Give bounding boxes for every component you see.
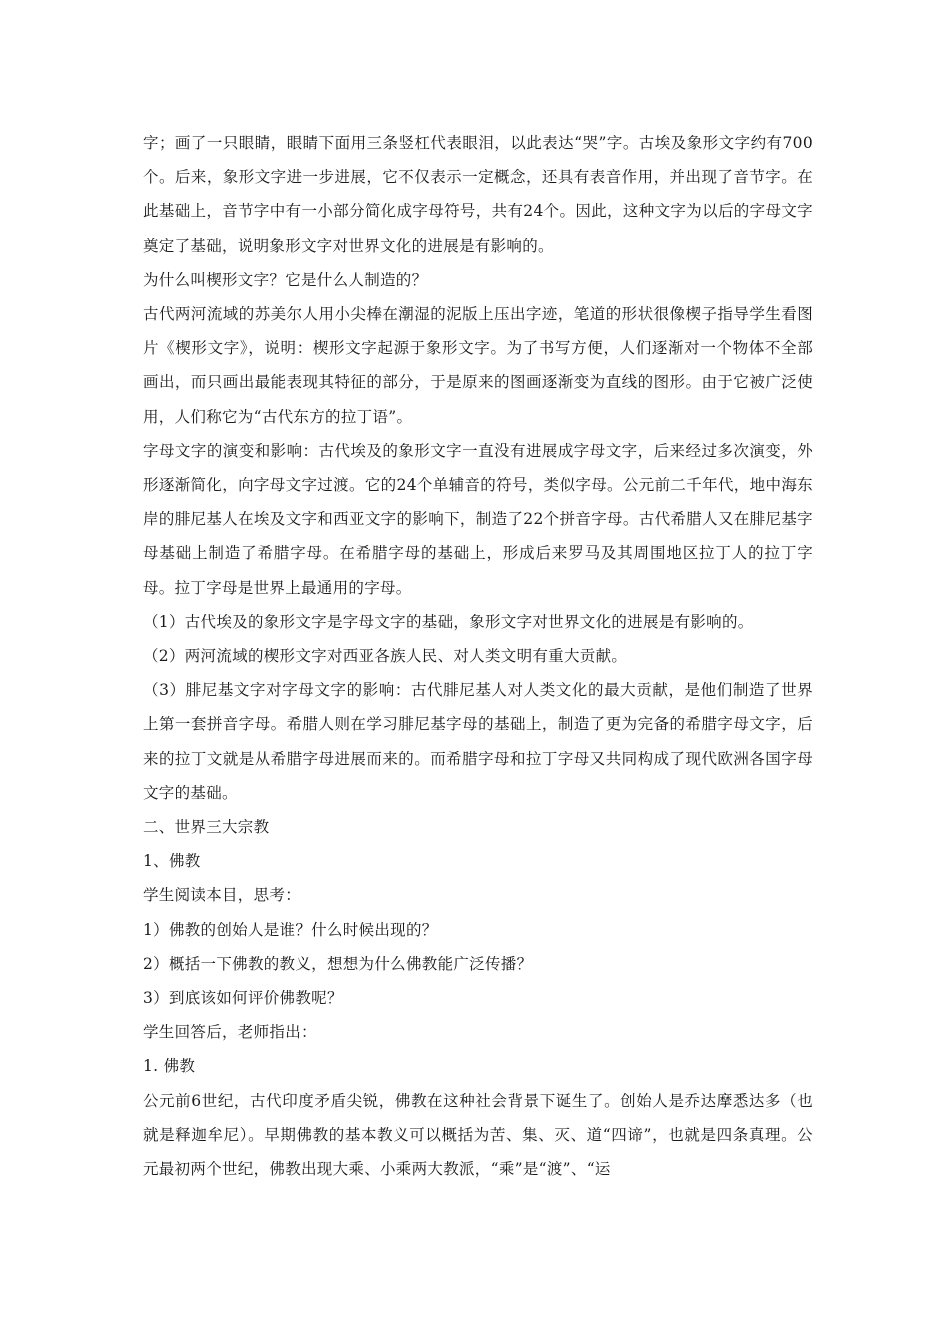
- document-body: [143, 126, 813, 1186]
- section-heading-religions: 二、世界三大宗教: [143, 818, 270, 837]
- question-cuneiform: 为什么叫楔形文字？它是什么人制造的？: [143, 270, 428, 289]
- paragraph-cuneiform: 古代两河流域的苏美尔人用小尖棒在潮湿的泥版上压出字迹，笔道的形状很像楔子指导学生看图片《楔形文字》，说明：楔形文字起源于象形文字。为了书写方便，人们逐渐对一个物体不全部画出，而只画出最能表现其特征的部分，于是原来的图画逐渐变为直线的图形。由于它被广泛使用，人们称它为“古代东方的拉丁语”。: [143, 305, 813, 426]
- point-1: （1）古代埃及的象形文字是字母文字的基础，象形文字对世界文化的进展是有影响的。: [143, 612, 754, 631]
- subsection-buddhism: 1、佛教: [143, 852, 201, 871]
- heading-buddhism: 1. 佛教: [143, 1057, 196, 1076]
- paragraph-buddhism: 公元前6世纪，古代印度矛盾尖锐，佛教在这种社会背景下诞生了。创始人是乔达摩悉达多（也就是释迦牟尼）。早期佛教的基本教义可以概括为苦、集、灭、道“四谛”，也就是四条真理。公元最初两个世纪，佛教出现大乘、小乘两大教派，“乘”是“渡”、“运: [143, 1091, 813, 1179]
- point-2: （2）两河流域的楔形文字对西亚各族人民、对人类文明有重大贡献。: [143, 647, 628, 666]
- paragraph-alphabet-evolution: 字母文字的演变和影响：古代埃及的象形文字一直没有进展成字母文字，后来经过多次演变，外形逐渐简化，向字母文字过渡。它的24个单辅音的符号，类似字母。公元前二千年代，地中海东岸的腓尼基人在埃及文字和西亚文字的影响下，制造了22个拼音字母。古代希腊人又在腓尼基字母基础上制造了希腊字母。在希腊字母的基础上，形成后来罗马及其周围地区拉丁人的拉丁字母。拉丁字母是世界上最通用的字母。: [143, 441, 813, 597]
- teacher-note: 学生回答后，老师指出：: [143, 1023, 317, 1042]
- question-2: 2）概括一下佛教的教义，想想为什么佛教能广泛传播？: [143, 954, 533, 973]
- paragraph-hieroglyph-summary: 字；画了一只眼睛，眼睛下面用三条竖杠代表眼泪，以此表达“哭”字。古埃及象形文字约有700个。后来，象形文字进一步进展，它不仅表示一定概念，还具有表音作用，并出现了音节字。在此基础上，音节字中有一小部分简化成字母符号，共有24个。因此，这种文字为以后的字母文字奠定了基础，说明象形文字对世界文化的进展是有影响的。: [143, 134, 813, 255]
- instruction-read: 学生阅读本目，思考：: [143, 886, 302, 905]
- point-3: （3）腓尼基文字对字母文字的影响：古代腓尼基人对人类文化的最大贡献，是他们制造了世界上第一套拼音字母。希腊人则在学习腓尼基字母的基础上，制造了更为完备的希腊字母文字，后来的拉丁文就是从希腊字母进展而来的。而希腊字母和拉丁字母又共同构成了现代欧洲各国字母文字的基础。: [143, 681, 813, 802]
- question-3: 3）到底该如何评价佛教呢？: [143, 989, 343, 1008]
- question-1: 1）佛教的创始人是谁？什么时候出现的？: [143, 920, 438, 939]
